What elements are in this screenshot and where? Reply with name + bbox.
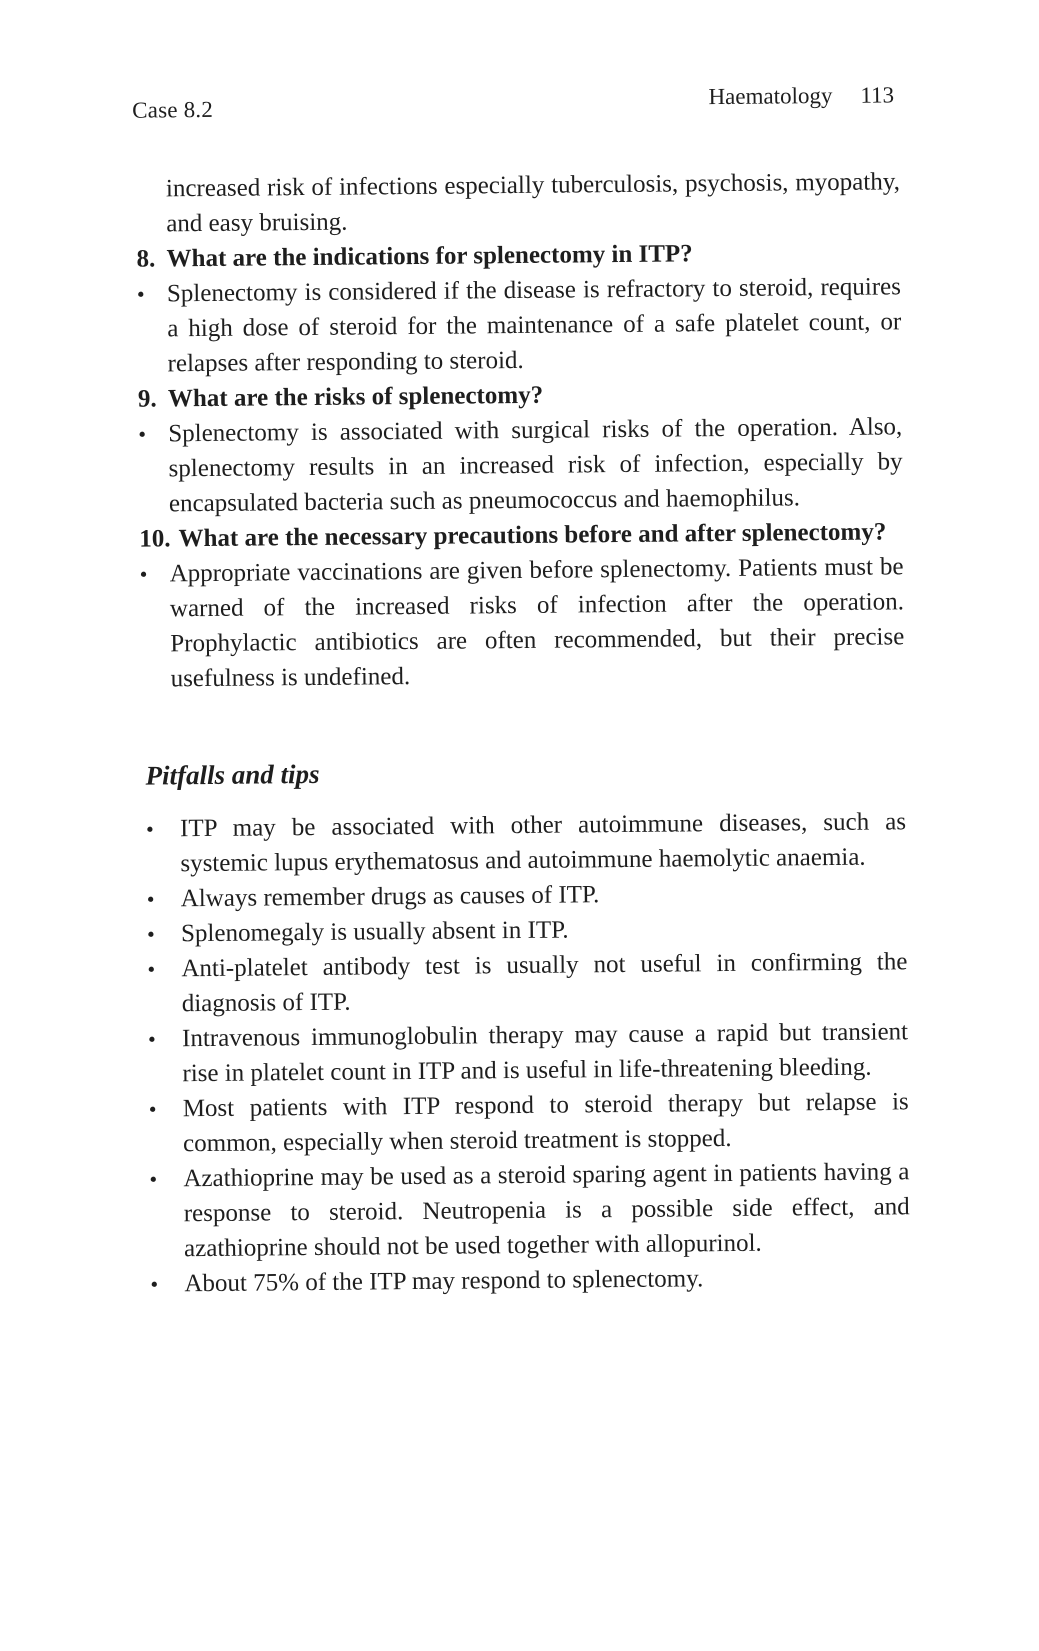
list-item: [149, 1084, 910, 1161]
answer-text: Splenectomy is associated with surgical risks of the operation. Also, splenectomy results in an increased risk of infection, especially by encapsulated bacteria such as pneumococcus and haemophilus.: [168, 413, 903, 518]
list-item: [146, 804, 907, 881]
section-title: Pitfalls and tips: [145, 758, 320, 791]
tip-text: About 75% of the ITP may respond to splenectomy.: [184, 1265, 704, 1298]
list-item: [148, 1014, 909, 1091]
bullet-icon: •: [149, 1166, 158, 1192]
list-item: [147, 944, 908, 1021]
question-number: 10.: [139, 525, 171, 553]
chapter-title: Haematology: [708, 82, 833, 110]
bullet-icon: •: [147, 956, 156, 982]
tip-text: Splenomegaly is usually absent in ITP.: [180, 916, 569, 948]
tip-text: Azathioprine may be used as a steroid sparing agent in patients having a response to steroid. Neutropenia is a possible side effect, and azathioprine should not be used together with allopurinol.: [183, 1158, 910, 1263]
answer-text: Appropriate vaccinations are given before splenectomy. Patients must be warned of the increased risks of infection after the operation. Prophylactic antibiotics are often recommended, but their precise usefulness is undefined.: [169, 553, 905, 693]
question-text: What are the necessary precautions before and after splenectomy?: [178, 518, 887, 553]
page-body: [136, 164, 911, 1301]
tip-text: Always remember drugs as causes of ITP.: [180, 881, 600, 913]
case-label: Case 8.2: [132, 96, 214, 123]
bullet-icon: •: [146, 921, 155, 947]
running-head: [708, 82, 894, 110]
bullet-icon: •: [138, 421, 147, 447]
answer-9: [138, 409, 903, 521]
list-item: [150, 1259, 910, 1301]
tip-text: ITP may be associated with other autoimmune diseases, such as systemic lupus erythematosus and autoimmune haemolytic anaemia.: [179, 808, 907, 878]
bullet-icon: •: [150, 1271, 159, 1297]
bullet-icon: •: [139, 561, 148, 587]
bullet-icon: •: [145, 816, 154, 842]
tip-text: Intravenous immunoglobulin therapy may cause a rapid but transient rise in platelet count in ITP and is useful in life-threatening bleeding.: [181, 1018, 909, 1088]
question-text: What are the indications for splenectomy in ITP?: [166, 240, 693, 273]
bullet-icon: •: [146, 886, 155, 912]
tip-text: Most patients with ITP respond to steroid therapy but relapse is common, especially when steroid treatment is stopped.: [182, 1088, 909, 1158]
continued-text: increased risk of infections especially tuberculosis, psychosis, myopathy, and easy bruising.: [165, 168, 901, 238]
answer-8: [137, 269, 902, 381]
question-number: 9.: [137, 385, 157, 413]
question-number: 8.: [136, 245, 156, 273]
bullet-icon: •: [147, 1026, 156, 1052]
list-item: [149, 1154, 910, 1266]
answer-10: [139, 549, 904, 696]
pitfalls-list: [142, 804, 911, 1301]
question-text: What are the risks of splenectomy?: [167, 381, 544, 413]
page-number: 113: [860, 82, 895, 108]
bullet-icon: •: [136, 281, 145, 307]
answer-text: Splenectomy is considered if the disease is refractory to steroid, requires a high dose of steroid for the maintenance of a safe platelet count, or relapses after responding to steroid.: [166, 273, 902, 378]
bullet-icon: •: [148, 1096, 157, 1122]
tip-text: Anti-platelet antibody test is usually not useful in confirming the diagnosis of ITP.: [181, 948, 908, 1018]
